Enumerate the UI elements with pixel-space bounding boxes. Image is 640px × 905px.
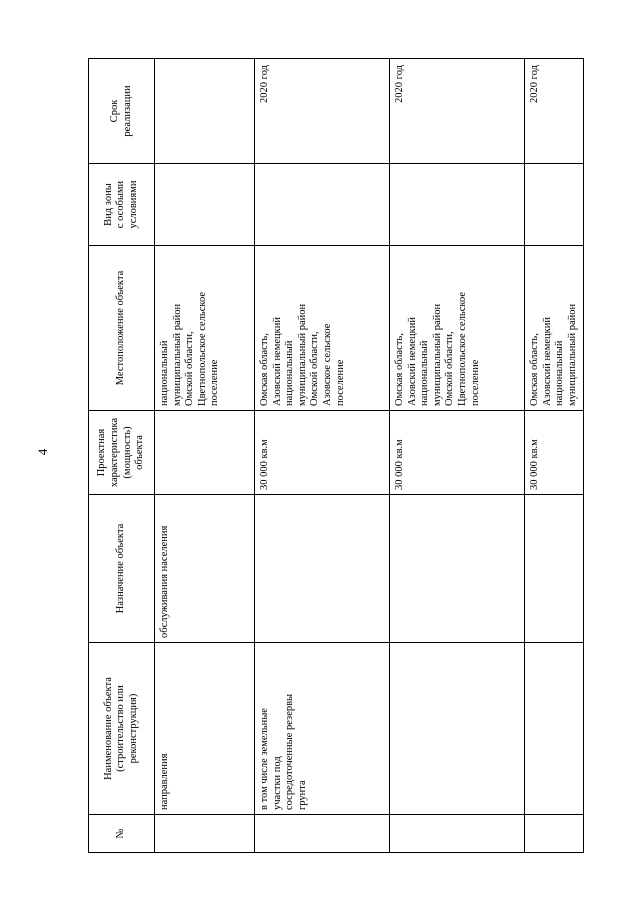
cell-term: 2020 год <box>525 59 584 164</box>
cell-location: Омская область, Азовский немецкий национальный муниципальный район Омской области, Азовское сельское поселение <box>255 246 390 411</box>
cell-number <box>525 815 584 853</box>
header-zone-type: Вид зоны с особыми условиями <box>89 164 155 246</box>
cell-object-name <box>525 643 584 815</box>
cell-zone-type <box>525 164 584 246</box>
cell-object-purpose <box>255 495 390 643</box>
cell-location: Омская область, Азовский немецкий национальный муниципальный район <box>525 246 584 411</box>
cell-number <box>155 815 255 853</box>
cell-term: 2020 год <box>390 59 525 164</box>
cell-capacity: 30 000 кв.м <box>255 411 390 495</box>
table-row <box>255 59 390 853</box>
header-object-purpose: Назначение объекта <box>89 495 155 643</box>
cell-term: 2020 год <box>255 59 390 164</box>
cell-object-name: направления <box>155 643 255 815</box>
cell-term <box>155 59 255 164</box>
header-number: № <box>89 815 155 853</box>
cell-object-purpose <box>390 495 525 643</box>
cell-object-name <box>390 643 525 815</box>
cell-object-purpose <box>525 495 584 643</box>
table-header-row <box>89 59 155 853</box>
cell-object-name: в том числе земельные участки под сосредоточенные резервы грунта <box>255 643 390 815</box>
cell-capacity: 30 000 кв.м <box>525 411 584 495</box>
page-number: 4 <box>35 448 50 456</box>
header-location: Местоположение объекта <box>89 246 155 411</box>
header-term: Срок реализации <box>89 59 155 164</box>
cell-zone-type <box>155 164 255 246</box>
cell-location: национальный муниципальный район Омской области, Цветнопольское сельское поселение <box>155 246 255 411</box>
cell-zone-type <box>390 164 525 246</box>
cell-number <box>255 815 390 853</box>
table-row <box>155 59 255 853</box>
cell-zone-type <box>255 164 390 246</box>
header-object-name: Наименование объекта (строительство или реконструкция) <box>89 643 155 815</box>
objects-table <box>88 58 584 853</box>
cell-number <box>390 815 525 853</box>
cell-capacity <box>155 411 255 495</box>
cell-location: Омская область, Азовский немецкий национальный муниципальный район Омской области, Цветнопольское сельское поселение <box>390 246 525 411</box>
header-capacity: Проектная характеристика (мощность) объекта <box>89 411 155 495</box>
table-row <box>390 59 525 853</box>
cell-object-purpose: обслуживания населения <box>155 495 255 643</box>
cell-capacity: 30 000 кв.м <box>390 411 525 495</box>
table-row <box>525 59 584 853</box>
